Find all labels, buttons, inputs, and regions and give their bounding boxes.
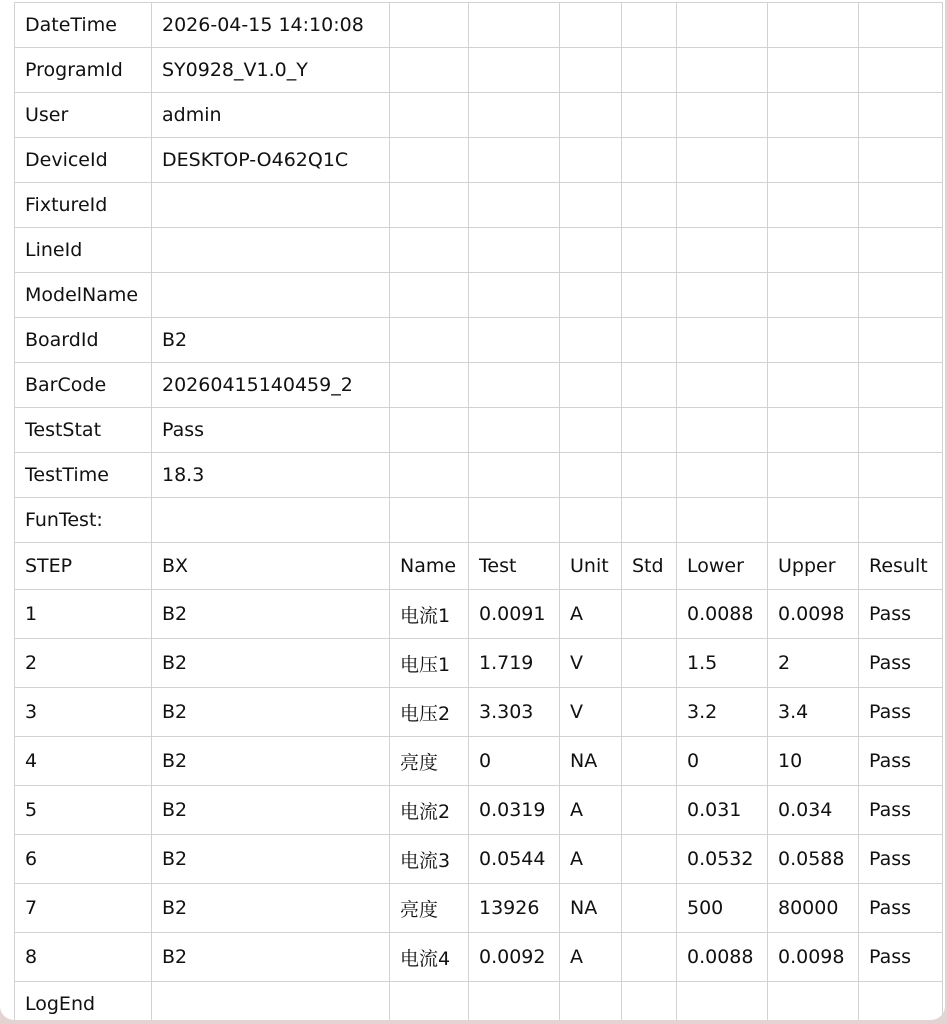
step-row [15, 737, 943, 786]
bx-cell: B2 [152, 590, 390, 639]
info-label: DeviceId [15, 138, 152, 183]
bx-cell: B2 [152, 933, 390, 982]
column-header-upper: Upper [768, 543, 859, 590]
info-label: FunTest: [15, 498, 152, 543]
bx-cell: B2 [152, 737, 390, 786]
info-value: Pass [152, 408, 390, 453]
test-cell: 3.303 [469, 688, 560, 737]
upper-cell: 0.034 [768, 786, 859, 835]
info-row-funtest [15, 498, 943, 543]
column-header-step: STEP [15, 543, 152, 590]
column-header-test: Test [469, 543, 560, 590]
lower-cell: 0.0088 [677, 933, 768, 982]
info-value: B2 [152, 318, 390, 363]
column-header-result: Result [859, 543, 943, 590]
step-cell: 4 [15, 737, 152, 786]
std-cell [622, 737, 677, 786]
column-header-std: Std [622, 543, 677, 590]
step-cell: 8 [15, 933, 152, 982]
step-row [15, 786, 943, 835]
bx-cell: B2 [152, 884, 390, 933]
info-value: SY0928_V1.0_Y [152, 48, 390, 93]
result-cell: Pass [859, 639, 943, 688]
lower-cell: 0.0532 [677, 835, 768, 884]
bx-cell: B2 [152, 639, 390, 688]
info-row-barcode [15, 363, 943, 408]
lower-cell: 0 [677, 737, 768, 786]
lower-cell: 0.031 [677, 786, 768, 835]
column-header-name: Name [390, 543, 469, 590]
info-value: 20260415140459_2 [152, 363, 390, 408]
upper-cell: 10 [768, 737, 859, 786]
info-label: FixtureId [15, 183, 152, 228]
result-cell: Pass [859, 590, 943, 639]
std-cell [622, 884, 677, 933]
step-cell: 3 [15, 688, 152, 737]
unit-cell: V [560, 688, 622, 737]
std-cell [622, 835, 677, 884]
info-label: ProgramId [15, 48, 152, 93]
step-cell: 5 [15, 786, 152, 835]
log-end-label: LogEnd [15, 982, 152, 1021]
info-row-datetime [15, 3, 943, 48]
lower-cell: 3.2 [677, 688, 768, 737]
info-value [152, 183, 390, 228]
name-cell: 亮度 [390, 737, 469, 786]
info-value [152, 498, 390, 543]
info-value: 2026-04-15 14:10:08 [152, 3, 390, 48]
column-header-unit: Unit [560, 543, 622, 590]
unit-cell: V [560, 639, 622, 688]
info-row-testtime [15, 453, 943, 498]
info-value: DESKTOP-O462Q1C [152, 138, 390, 183]
unit-cell: NA [560, 884, 622, 933]
name-cell: 亮度 [390, 884, 469, 933]
step-cell: 2 [15, 639, 152, 688]
info-label: ModelName [15, 273, 152, 318]
info-label: User [15, 93, 152, 138]
upper-cell: 0.0588 [768, 835, 859, 884]
info-row-programid [15, 48, 943, 93]
info-value [152, 273, 390, 318]
std-cell [622, 688, 677, 737]
info-label: TestStat [15, 408, 152, 453]
step-row [15, 590, 943, 639]
step-cell: 6 [15, 835, 152, 884]
lower-cell: 500 [677, 884, 768, 933]
upper-cell: 3.4 [768, 688, 859, 737]
column-header-bx: BX [152, 543, 390, 590]
step-row [15, 639, 943, 688]
upper-cell: 0.0098 [768, 933, 859, 982]
lower-cell: 0.0088 [677, 590, 768, 639]
unit-cell: A [560, 786, 622, 835]
upper-cell: 0.0098 [768, 590, 859, 639]
bx-cell: B2 [152, 835, 390, 884]
upper-cell: 2 [768, 639, 859, 688]
info-label: BarCode [15, 363, 152, 408]
std-cell [622, 590, 677, 639]
result-cell: Pass [859, 933, 943, 982]
info-row-teststat [15, 408, 943, 453]
info-label: DateTime [15, 3, 152, 48]
step-row [15, 688, 943, 737]
column-header-lower: Lower [677, 543, 768, 590]
bx-cell: B2 [152, 688, 390, 737]
info-value [152, 228, 390, 273]
unit-cell: NA [560, 737, 622, 786]
name-cell: 电压1 [390, 639, 469, 688]
test-cell: 0 [469, 737, 560, 786]
step-row [15, 884, 943, 933]
test-cell: 13926 [469, 884, 560, 933]
test-cell: 0.0544 [469, 835, 560, 884]
std-cell [622, 786, 677, 835]
info-row-boardid [15, 318, 943, 363]
info-row-deviceid [15, 138, 943, 183]
test-log-table [14, 2, 943, 1020]
info-row-modelname [15, 273, 943, 318]
info-row-lineid [15, 228, 943, 273]
upper-cell: 80000 [768, 884, 859, 933]
info-value: 18.3 [152, 453, 390, 498]
std-cell [622, 639, 677, 688]
lower-cell: 1.5 [677, 639, 768, 688]
result-cell: Pass [859, 835, 943, 884]
step-cell: 7 [15, 884, 152, 933]
step-row [15, 835, 943, 884]
info-value: admin [152, 93, 390, 138]
test-cell: 0.0091 [469, 590, 560, 639]
name-cell: 电流4 [390, 933, 469, 982]
test-cell: 1.719 [469, 639, 560, 688]
name-cell: 电流2 [390, 786, 469, 835]
test-cell: 0.0319 [469, 786, 560, 835]
name-cell: 电压2 [390, 688, 469, 737]
unit-cell: A [560, 933, 622, 982]
log-end-row [15, 982, 943, 1021]
test-cell: 0.0092 [469, 933, 560, 982]
info-label: BoardId [15, 318, 152, 363]
step-header-row [15, 543, 943, 590]
result-cell: Pass [859, 786, 943, 835]
unit-cell: A [560, 835, 622, 884]
std-cell [622, 933, 677, 982]
result-cell: Pass [859, 737, 943, 786]
info-label: LineId [15, 228, 152, 273]
bx-cell: B2 [152, 786, 390, 835]
step-cell: 1 [15, 590, 152, 639]
result-cell: Pass [859, 688, 943, 737]
result-cell: Pass [859, 884, 943, 933]
name-cell: 电流3 [390, 835, 469, 884]
info-label: TestTime [15, 453, 152, 498]
info-row-fixtureid [15, 183, 943, 228]
unit-cell: A [560, 590, 622, 639]
info-row-user [15, 93, 943, 138]
name-cell: 电流1 [390, 590, 469, 639]
step-row [15, 933, 943, 982]
